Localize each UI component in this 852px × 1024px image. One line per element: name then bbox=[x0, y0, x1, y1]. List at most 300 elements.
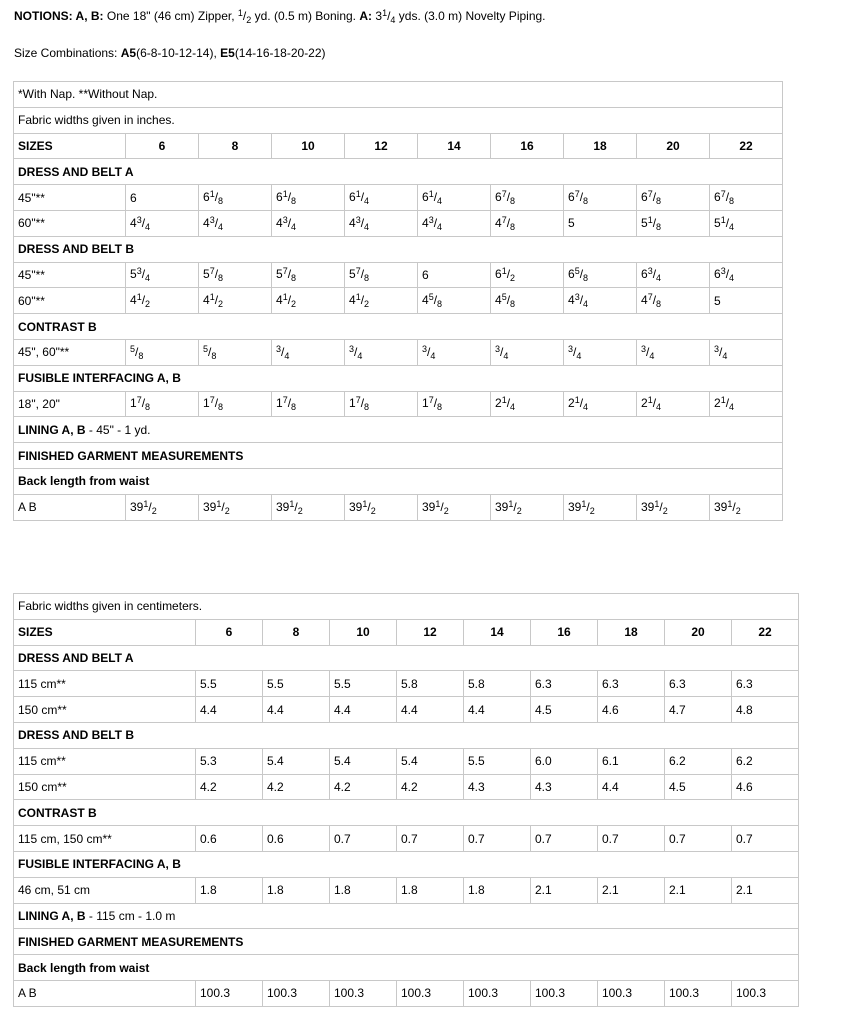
amount-numerator: 1 bbox=[435, 498, 441, 509]
amount-cell: $4^1/_2$ bbox=[199, 288, 272, 314]
amount-denominator: 2 bbox=[297, 505, 303, 516]
amount-cell: 6.3 bbox=[665, 671, 732, 697]
amount-cell: $^3/_4$ bbox=[637, 339, 710, 365]
amount-numerator: 1 bbox=[355, 292, 361, 303]
amount-denominator: 4 bbox=[364, 221, 370, 232]
amount-cell: $1^7/_8$ bbox=[418, 391, 491, 417]
amount-numerator: 5 bbox=[130, 343, 136, 354]
amount-numerator: 7 bbox=[209, 266, 215, 277]
amount-cell: 4.5 bbox=[665, 774, 732, 800]
full-width-cell bbox=[14, 107, 783, 133]
amount-cell: $6^3/_4$ bbox=[637, 262, 710, 288]
amount-numerator: 3 bbox=[495, 343, 501, 354]
amount-whole: 5 bbox=[641, 215, 648, 230]
amount-cell: $4^1/_2$ bbox=[126, 288, 199, 314]
amount-cell: $4^1/_2$ bbox=[272, 288, 345, 314]
size-header-22: 22 bbox=[732, 619, 799, 645]
table-row bbox=[14, 955, 799, 981]
amount-numerator: 3 bbox=[136, 214, 142, 225]
size-header-14: 14 bbox=[464, 619, 531, 645]
fabric-widths-note: Fabric widths given in centimeters. bbox=[18, 599, 203, 614]
notions-label: NOTIONS: A, B: bbox=[14, 9, 104, 23]
amount-denominator: 8 bbox=[291, 273, 297, 284]
amount-denominator: 8 bbox=[218, 402, 224, 413]
amount-cell bbox=[564, 210, 637, 236]
fabric-width-label: 115 cm** bbox=[14, 748, 196, 774]
amount-whole: 39 bbox=[568, 499, 582, 514]
amount-denominator: 2 bbox=[364, 299, 370, 310]
amount-whole: 4 bbox=[349, 293, 356, 308]
size-combinations-label: Size Combinations: bbox=[14, 46, 118, 60]
amount-whole: 4 bbox=[203, 215, 210, 230]
amount-cell: 6.3 bbox=[598, 671, 665, 697]
amount-cell: 4.2 bbox=[263, 774, 330, 800]
amount-numerator: 1 bbox=[289, 498, 295, 509]
full-width-cell bbox=[14, 82, 783, 108]
amount-numerator: 7 bbox=[501, 214, 507, 225]
amount-numerator: 1 bbox=[428, 189, 434, 200]
fabric-width-label: 45"** bbox=[14, 185, 126, 211]
amount-whole: 39 bbox=[495, 499, 509, 514]
amount-numerator: 1 bbox=[574, 395, 580, 406]
size-header-8: 8 bbox=[199, 133, 272, 159]
amount-cell: $6^7/_8$ bbox=[637, 185, 710, 211]
amount-cell: $^3/_4$ bbox=[564, 339, 637, 365]
amount-numerator: 3 bbox=[422, 343, 428, 354]
table-row bbox=[14, 443, 783, 469]
amount-cell: 0.7 bbox=[598, 826, 665, 852]
ab-label: A B bbox=[14, 494, 126, 520]
amount-denominator: 4 bbox=[729, 221, 735, 232]
amount-denominator: 4 bbox=[729, 402, 735, 413]
table-row bbox=[14, 82, 783, 108]
amount-cell: 6.3 bbox=[732, 671, 799, 697]
amount-numerator: 1 bbox=[209, 292, 215, 303]
amount-whole: 6 bbox=[568, 267, 575, 282]
notions-piping: yds. (3.0 m) Novelty Piping. bbox=[398, 9, 546, 23]
amount-cell: 5.4 bbox=[263, 748, 330, 774]
amount-denominator: 8 bbox=[211, 350, 217, 361]
table-row bbox=[14, 236, 783, 262]
amount-denominator: 4 bbox=[291, 221, 297, 232]
amount-cell: 4.6 bbox=[732, 774, 799, 800]
amount-denominator: 4 bbox=[510, 402, 516, 413]
amount-numerator: 3 bbox=[647, 266, 653, 277]
amount-cell: $1^7/_8$ bbox=[199, 391, 272, 417]
fabric-width-label: 45", 60"** bbox=[14, 339, 126, 365]
amount-denominator: 2 bbox=[443, 505, 449, 516]
amount-numerator: 1 bbox=[282, 189, 288, 200]
section-title: CONTRAST B bbox=[18, 805, 97, 820]
amount-cell: 5.4 bbox=[397, 748, 464, 774]
amount-cell: 6.0 bbox=[531, 748, 598, 774]
table-row bbox=[14, 339, 783, 365]
amount-cell: 5.4 bbox=[330, 748, 397, 774]
amount-whole: 6 bbox=[422, 267, 429, 282]
amount-cell: $^3/_4$ bbox=[491, 339, 564, 365]
full-width-cell bbox=[14, 159, 783, 185]
amount-numerator: 7 bbox=[136, 395, 142, 406]
amount-cell: 4.5 bbox=[531, 697, 598, 723]
amount-whole: 2 bbox=[495, 396, 502, 411]
amount-whole: 4 bbox=[495, 293, 502, 308]
full-width-cell bbox=[14, 722, 799, 748]
amount-cell: $4^3/_4$ bbox=[418, 210, 491, 236]
amount-cell: 5.5 bbox=[263, 671, 330, 697]
full-width-cell bbox=[14, 851, 799, 877]
fabric-width-label: 115 cm** bbox=[14, 671, 196, 697]
section-title: DRESS AND BELT A bbox=[18, 164, 134, 179]
table-row bbox=[14, 391, 783, 417]
amount-denominator: 8 bbox=[656, 299, 662, 310]
amount-whole: 6 bbox=[349, 190, 356, 205]
fabric-width-label: 18", 20" bbox=[14, 391, 126, 417]
amount-numerator: 1 bbox=[136, 292, 142, 303]
table-row bbox=[14, 365, 783, 391]
notions-line: NOTIONS: A, B: One 18" (46 cm) Zipper, $^1/_2$ yd. (0.5 m) Boning. A: $3^1/_4$ yds. (3.0 m) Novelty Piping. bbox=[14, 8, 546, 25]
amount-cell: $^3/_4$ bbox=[418, 339, 491, 365]
amount-cell: $1^7/_8$ bbox=[272, 391, 345, 417]
notions-boning: yd. (0.5 m) Boning. bbox=[254, 9, 357, 23]
amount-numerator: 1 bbox=[581, 498, 587, 509]
full-width-cell bbox=[14, 417, 783, 443]
size-header-8: 8 bbox=[263, 619, 330, 645]
amount-numerator: 3 bbox=[714, 343, 720, 354]
amount-cell: $6^5/_8$ bbox=[564, 262, 637, 288]
table-row bbox=[14, 851, 799, 877]
amount-cell: 6.2 bbox=[665, 748, 732, 774]
amount-cell: 4.3 bbox=[531, 774, 598, 800]
table-row bbox=[14, 929, 799, 955]
size-header-20: 20 bbox=[665, 619, 732, 645]
full-width-cell bbox=[14, 645, 799, 671]
fabric-width-label: 60"** bbox=[14, 288, 126, 314]
amount-whole: 6 bbox=[130, 190, 137, 205]
amount-cell: $5^7/_8$ bbox=[272, 262, 345, 288]
full-width-cell bbox=[14, 236, 783, 262]
size-code-a5: A5 bbox=[120, 46, 137, 60]
amount-denominator: 8 bbox=[510, 299, 516, 310]
amount-whole: 6 bbox=[568, 190, 575, 205]
amount-cell: 100.3 bbox=[397, 980, 464, 1006]
amount-cell: $6^7/_8$ bbox=[710, 185, 783, 211]
amount-numerator: 3 bbox=[568, 343, 574, 354]
amount-numerator: 5 bbox=[574, 266, 580, 277]
amount-denominator: 8 bbox=[583, 196, 589, 207]
size-header-10: 10 bbox=[330, 619, 397, 645]
amount-cell: $5^7/_8$ bbox=[345, 262, 418, 288]
amount-cell: 2.1 bbox=[531, 877, 598, 903]
amount-cell: 100.3 bbox=[665, 980, 732, 1006]
full-width-cell bbox=[14, 929, 799, 955]
amount-cell: 0.6 bbox=[263, 826, 330, 852]
amount-cell: 1.8 bbox=[263, 877, 330, 903]
amount-cell: 4.2 bbox=[397, 774, 464, 800]
amount-whole: 5 bbox=[714, 215, 721, 230]
amount-cell: 4.8 bbox=[732, 697, 799, 723]
amount-cell: $6^1/_4$ bbox=[418, 185, 491, 211]
amount-cell: $4^3/_4$ bbox=[126, 210, 199, 236]
amount-denominator: 4 bbox=[437, 196, 443, 207]
amount-whole: 5 bbox=[349, 267, 356, 282]
amount-numerator: 1 bbox=[362, 498, 368, 509]
amount-denominator: 2 bbox=[510, 273, 516, 284]
nap-note: *With Nap. **Without Nap. bbox=[18, 87, 158, 102]
amount-whole: 2 bbox=[641, 396, 648, 411]
amount-cell: 4.2 bbox=[196, 774, 263, 800]
amount-denominator: 8 bbox=[437, 402, 443, 413]
amount-cell: $39^1/_2$ bbox=[126, 494, 199, 520]
amount-cell: $6^1/_8$ bbox=[199, 185, 272, 211]
size-header-14: 14 bbox=[418, 133, 491, 159]
amount-cell bbox=[710, 288, 783, 314]
amount-whole: 4 bbox=[495, 215, 502, 230]
table-row bbox=[14, 417, 783, 443]
amount-whole: 5 bbox=[568, 216, 575, 231]
full-width-cell bbox=[14, 594, 799, 620]
amount-cell: 2.1 bbox=[732, 877, 799, 903]
amount-cell: $4^5/_8$ bbox=[418, 288, 491, 314]
lining-label: LINING A, B bbox=[18, 908, 86, 923]
amount-cell: $39^1/_2$ bbox=[491, 494, 564, 520]
amount-whole: 39 bbox=[422, 499, 436, 514]
amount-cell: $^5/_8$ bbox=[126, 339, 199, 365]
amount-numerator: 3 bbox=[136, 266, 142, 277]
amount-cell: 4.4 bbox=[598, 774, 665, 800]
amount-denominator: 2 bbox=[291, 299, 297, 310]
table-row bbox=[14, 288, 783, 314]
amount-cell: 4.4 bbox=[397, 697, 464, 723]
amount-denominator: 8 bbox=[291, 402, 297, 413]
amount-cell: 100.3 bbox=[732, 980, 799, 1006]
amount-cell: $^3/_4$ bbox=[272, 339, 345, 365]
amount-denominator: 2 bbox=[662, 505, 668, 516]
fabric-width-label: 150 cm** bbox=[14, 774, 196, 800]
amount-whole: 4 bbox=[130, 293, 137, 308]
amount-numerator: 3 bbox=[428, 214, 434, 225]
amount-denominator: 4 bbox=[437, 221, 443, 232]
amount-cell: 1.8 bbox=[464, 877, 531, 903]
amount-numerator: 7 bbox=[574, 189, 580, 200]
fabric-width-label: 150 cm** bbox=[14, 697, 196, 723]
amount-cell: $1^7/_8$ bbox=[126, 391, 199, 417]
table-row bbox=[14, 594, 799, 620]
amount-cell: 5.8 bbox=[464, 671, 531, 697]
amount-numerator: 1 bbox=[282, 292, 288, 303]
amount-cell: $4^7/_8$ bbox=[491, 210, 564, 236]
amount-numerator: 1 bbox=[501, 395, 507, 406]
amount-denominator: 4 bbox=[729, 273, 735, 284]
amount-denominator: 4 bbox=[656, 402, 662, 413]
amount-whole: 1 bbox=[422, 396, 429, 411]
amount-cell: $4^7/_8$ bbox=[637, 288, 710, 314]
back-length-title: Back length from waist bbox=[18, 474, 150, 489]
amount-cell: 1.8 bbox=[330, 877, 397, 903]
section-title: DRESS AND BELT B bbox=[18, 242, 135, 257]
section-title: DRESS AND BELT B bbox=[18, 728, 135, 743]
amount-cell: $^3/_4$ bbox=[345, 339, 418, 365]
amount-denominator: 8 bbox=[510, 196, 516, 207]
amount-cell: 6.3 bbox=[531, 671, 598, 697]
back-length-title: Back length from waist bbox=[18, 960, 150, 975]
amount-whole: 5 bbox=[203, 267, 210, 282]
sizes-label: SIZES bbox=[14, 133, 126, 159]
amount-whole: 1 bbox=[349, 396, 356, 411]
amount-cell: $4^3/_4$ bbox=[272, 210, 345, 236]
amount-cell: 0.7 bbox=[531, 826, 598, 852]
amount-cell: $2^1/_4$ bbox=[491, 391, 564, 417]
amount-cell: 1.8 bbox=[397, 877, 464, 903]
amount-whole: 6 bbox=[714, 267, 721, 282]
amount-denominator: 8 bbox=[656, 196, 662, 207]
amount-numerator: 1 bbox=[647, 214, 653, 225]
size-range-e5: (14-16-18-20-22) bbox=[234, 46, 326, 60]
amount-numerator: 3 bbox=[282, 214, 288, 225]
amount-denominator: 8 bbox=[656, 221, 662, 232]
amount-cell: $4^3/_4$ bbox=[564, 288, 637, 314]
amount-numerator: 7 bbox=[282, 395, 288, 406]
amount-numerator: 3 bbox=[276, 343, 282, 354]
amount-whole: 39 bbox=[276, 499, 290, 514]
full-width-cell bbox=[14, 443, 783, 469]
amount-cell: $6^1/_2$ bbox=[491, 262, 564, 288]
amount-denominator: 2 bbox=[735, 505, 741, 516]
amount-cell: 0.7 bbox=[397, 826, 464, 852]
amount-cell: $4^3/_4$ bbox=[345, 210, 418, 236]
amount-cell: $5^3/_4$ bbox=[126, 262, 199, 288]
size-header-12: 12 bbox=[345, 133, 418, 159]
amount-cell: $5^7/_8$ bbox=[199, 262, 272, 288]
boning-denominator: 2 bbox=[246, 15, 252, 25]
amount-cell: $6^7/_8$ bbox=[491, 185, 564, 211]
amount-denominator: 8 bbox=[729, 196, 735, 207]
amount-whole: 6 bbox=[495, 190, 502, 205]
amount-numerator: 5 bbox=[501, 292, 507, 303]
amount-whole: 1 bbox=[276, 396, 283, 411]
amount-denominator: 4 bbox=[649, 350, 655, 361]
amount-denominator: 4 bbox=[430, 350, 436, 361]
table-row bbox=[14, 980, 799, 1006]
amount-cell: 2.1 bbox=[598, 877, 665, 903]
amount-cell: 4.4 bbox=[263, 697, 330, 723]
amount-denominator: 8 bbox=[291, 196, 297, 207]
amount-numerator: 5 bbox=[428, 292, 434, 303]
amount-cell: 6.2 bbox=[732, 748, 799, 774]
amount-numerator: 3 bbox=[349, 343, 355, 354]
amount-cell: $39^1/_2$ bbox=[564, 494, 637, 520]
size-header-22: 22 bbox=[710, 133, 783, 159]
amount-numerator: 3 bbox=[720, 266, 726, 277]
amount-whole: 6 bbox=[641, 267, 648, 282]
amount-numerator: 7 bbox=[209, 395, 215, 406]
amount-cell: 100.3 bbox=[330, 980, 397, 1006]
amount-numerator: 3 bbox=[209, 214, 215, 225]
table-row bbox=[14, 903, 799, 929]
size-header-6: 6 bbox=[126, 133, 199, 159]
amount-cell: 0.6 bbox=[196, 826, 263, 852]
notions-zipper: One 18" (46 cm) Zipper, bbox=[106, 9, 235, 23]
amount-cell: $2^1/_4$ bbox=[637, 391, 710, 417]
amount-denominator: 4 bbox=[357, 350, 363, 361]
amount-whole: 39 bbox=[349, 499, 363, 514]
amount-cell: $4^5/_8$ bbox=[491, 288, 564, 314]
table-row bbox=[14, 314, 783, 340]
finished-measurements-title: FINISHED GARMENT MEASUREMENTS bbox=[18, 934, 244, 949]
amount-cell: $39^1/_2$ bbox=[272, 494, 345, 520]
amount-cell: 4.3 bbox=[464, 774, 531, 800]
full-width-cell bbox=[14, 903, 799, 929]
amount-whole: 39 bbox=[641, 499, 655, 514]
amount-cell: 5.5 bbox=[330, 671, 397, 697]
lining-text: - 115 cm - 1.0 m bbox=[85, 908, 176, 923]
amount-denominator: 8 bbox=[364, 402, 370, 413]
amount-numerator: 1 bbox=[143, 498, 149, 509]
table-row bbox=[14, 877, 799, 903]
amount-cell: 5.8 bbox=[397, 671, 464, 697]
size-header-16: 16 bbox=[531, 619, 598, 645]
fabric-width-label: 46 cm, 51 cm bbox=[14, 877, 196, 903]
amount-whole: 4 bbox=[130, 215, 137, 230]
amount-cell: 5.5 bbox=[464, 748, 531, 774]
size-header-20: 20 bbox=[637, 133, 710, 159]
amount-denominator: 2 bbox=[589, 505, 595, 516]
table-row bbox=[14, 107, 783, 133]
amount-cell: 4.4 bbox=[196, 697, 263, 723]
amount-cell: $39^1/_2$ bbox=[345, 494, 418, 520]
amount-denominator: 8 bbox=[218, 196, 224, 207]
amount-whole: 2 bbox=[568, 396, 575, 411]
amount-numerator: 7 bbox=[355, 395, 361, 406]
boning-numerator: 1 bbox=[237, 8, 243, 18]
amount-denominator: 2 bbox=[370, 505, 376, 516]
amount-numerator: 7 bbox=[428, 395, 434, 406]
amount-denominator: 8 bbox=[510, 221, 516, 232]
amount-numerator: 1 bbox=[720, 214, 726, 225]
size-header-6: 6 bbox=[196, 619, 263, 645]
amount-whole: 4 bbox=[641, 293, 648, 308]
amount-denominator: 8 bbox=[437, 299, 443, 310]
table-row bbox=[14, 671, 799, 697]
amount-numerator: 7 bbox=[647, 292, 653, 303]
amount-numerator: 3 bbox=[355, 214, 361, 225]
sizes-header-row bbox=[14, 133, 783, 159]
amount-cell: 5.3 bbox=[196, 748, 263, 774]
amount-numerator: 1 bbox=[647, 395, 653, 406]
size-header-12: 12 bbox=[397, 619, 464, 645]
amount-denominator: 2 bbox=[224, 505, 230, 516]
amount-cell: $2^1/_4$ bbox=[710, 391, 783, 417]
amount-whole: 6 bbox=[203, 190, 210, 205]
fabric-widths-note: Fabric widths given in inches. bbox=[18, 113, 175, 128]
amount-whole: 39 bbox=[130, 499, 144, 514]
amount-denominator: 2 bbox=[145, 299, 151, 310]
amount-denominator: 4 bbox=[576, 350, 582, 361]
size-header-18: 18 bbox=[598, 619, 665, 645]
piping-whole: 3 bbox=[375, 9, 383, 23]
table-row bbox=[14, 826, 799, 852]
amount-cell: $2^1/_4$ bbox=[564, 391, 637, 417]
size-code-e5: E5 bbox=[220, 46, 235, 60]
full-width-cell bbox=[14, 955, 799, 981]
table-row bbox=[14, 210, 783, 236]
table-row bbox=[14, 468, 783, 494]
finished-measurements-title: FINISHED GARMENT MEASUREMENTS bbox=[18, 448, 244, 463]
amount-cell: 4.4 bbox=[464, 697, 531, 723]
amount-whole: 4 bbox=[568, 293, 575, 308]
table-row bbox=[14, 800, 799, 826]
amount-denominator: 4 bbox=[218, 221, 224, 232]
full-width-cell bbox=[14, 800, 799, 826]
